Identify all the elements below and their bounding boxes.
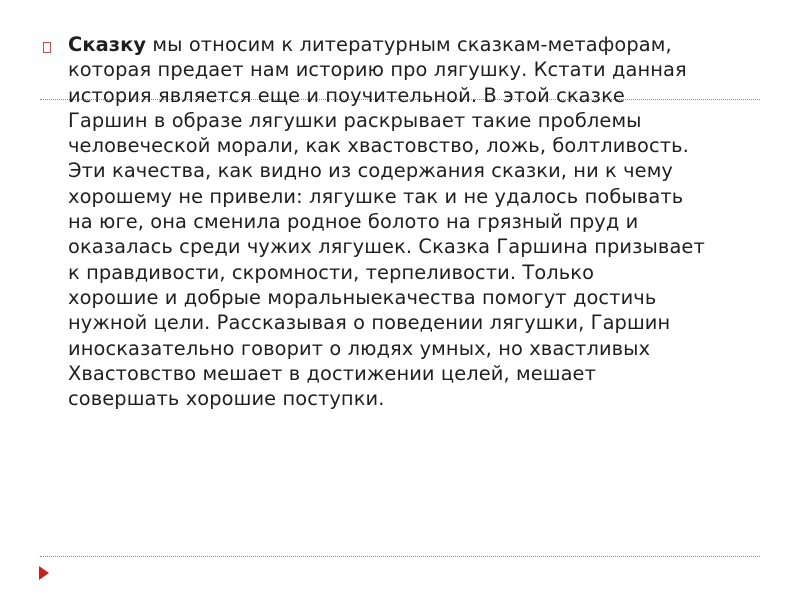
hollow-square-bullet-icon [43,42,55,56]
slide-body-paragraph [68,32,758,411]
paragraph-text: мы относим к литературным сказкам-метафорам, которая предает нам историю про лягушку. Кстати данная история является еще и поучительной. В этой сказке Гаршин в образе лягушки раскрывает такие проблемы человеческой морали, как хвастовство, ложь, болтливость. Эти качества, как видно из содержания сказки, ни к чему хорошему не привели: лягушке так и не удалось побывать на юге, она сменила родное болото на грязный пруд и оказалась среди чужих лягушек. Сказка Гаршина призывает к правдивости, скромности, терпеливости. Только хорошие и добрые моральныекачества помогут достичь нужной цели. Рассказывая о поведении лягушки, Гаршин иносказательно говорит о людях умных, но хвастливых Хвастовство мешает в достижении целей, мешает совершать хорошие поступки. [68,33,705,411]
paragraph-lead-word: Сказку [68,33,147,56]
bottom-dotted-rule [40,556,760,557]
bullet-box-shape [43,42,51,53]
red-triangle-icon [39,566,49,580]
